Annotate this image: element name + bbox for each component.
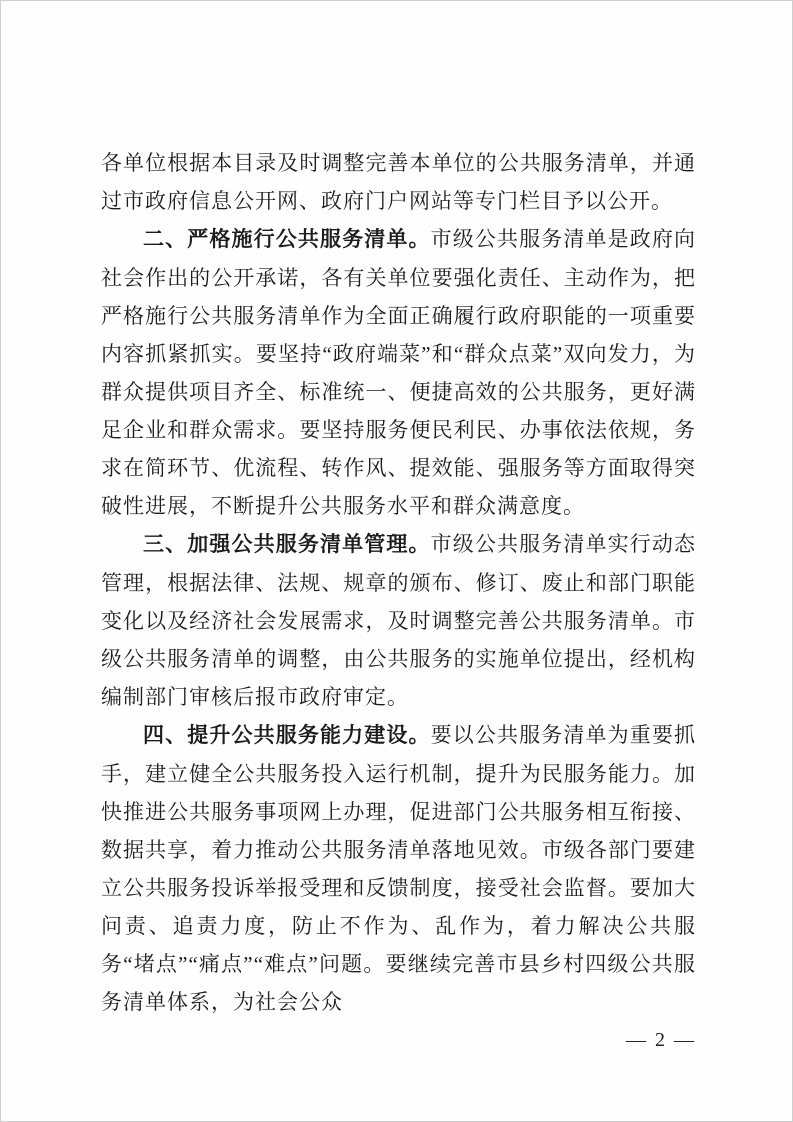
section-heading: 三、加强公共服务清单管理。 bbox=[143, 533, 431, 556]
paragraph-text: 市级公共服务清单实行动态管理，根据法律、法规、规章的颁布、修订、废止和部门职能变化以及经济社会发展需求，及时调整完善公共服务清单。市级公共服务清单的调整，由公共服务的实施单位提出，经机构编制部门审核后报市政府审定。 bbox=[101, 532, 696, 709]
paragraph-text: 市级公共服务清单是政府向社会作出的公开承诺，各有关单位要强化责任、主动作为，把严格施行公共服务清单作为全面正确履行政府职能的一项重要内容抓紧抓实。要坚持“政府端菜”和“群众点菜”双向发力，为群众提供项目齐全、标准统一、便捷高效的公共服务，更好满足企业和群众需求。要坚持服务便民利民、办事依法依规，务求在简环节、优流程、转作风、提效能、强服务等方面取得突破性进展，不断提升公共服务水平和群众满意度。 bbox=[101, 227, 696, 518]
section-heading: 四、提升公共服务能力建设。 bbox=[143, 724, 431, 747]
paragraph-section-2 bbox=[101, 220, 696, 525]
page-number: — 2 — bbox=[626, 1029, 696, 1051]
paragraph-text: 各单位根据本目录及时调整完善本单位的公共服务清单，并通过市政府信息公开网、政府门户网站等专门栏目予以公开。 bbox=[101, 151, 696, 213]
paragraph-continuation bbox=[101, 144, 696, 220]
paragraph-section-3 bbox=[101, 525, 696, 716]
document-body bbox=[101, 144, 696, 1059]
paragraph-text: 要以公共服务清单为重要抓手，建立健全公共服务投入运行机制，提升为民服务能力。加快推进公共服务事项网上办理，促进部门公共服务相互衔接、数据共享，着力推动公共服务清单落地见效。市级各部门要建立公共服务投诉举报受理和反馈制度，接受社会监督。要加大问责、追责力度，防止不作为、乱作为，着力解决公共服务“堵点”“痛点”“难点”问题。要继续完善市县乡村四级公共服务清单体系，为社会公众 bbox=[101, 723, 696, 1014]
paragraph-section-4 bbox=[101, 716, 696, 1021]
section-heading: 二、严格施行公共服务清单。 bbox=[143, 228, 431, 251]
